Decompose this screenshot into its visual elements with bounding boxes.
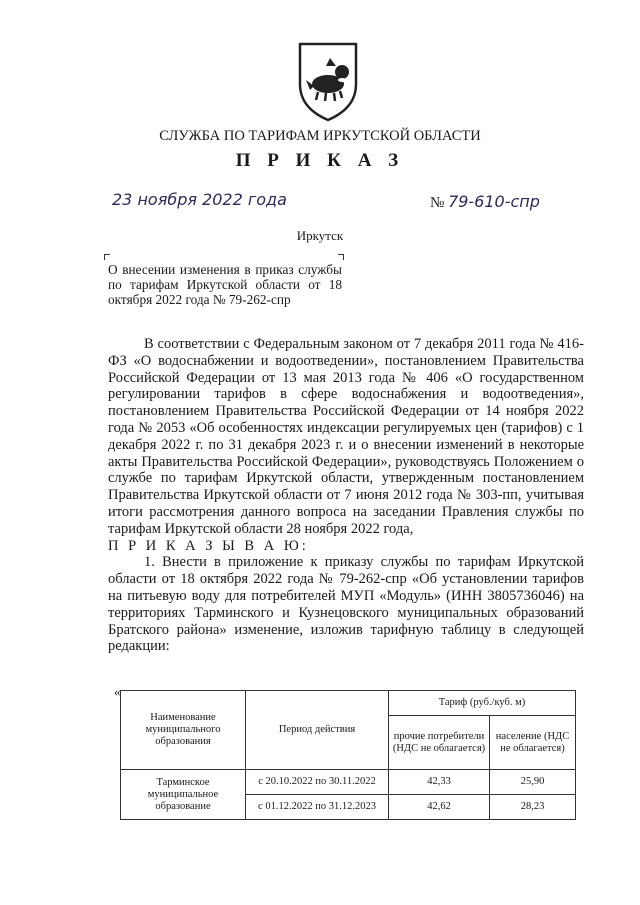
document-type-title: П Р И К А З: [235, 150, 405, 171]
city-name: Иркутск: [296, 228, 344, 243]
header-other-consumers: прочие потребители (НДС не облагается): [389, 716, 490, 770]
issuing-authority: СЛУЖБА ПО ТАРИФАМ ИРКУТСКОЙ ОБЛАСТИ: [159, 128, 481, 144]
order-heading: П Р И К А З Ы В А Ю:: [108, 537, 309, 554]
header-municipality: Наименование муниципального образования: [121, 691, 246, 770]
coat-of-arms-emblem: [296, 40, 360, 122]
cell-period: с 01.12.2022 по 31.12.2023: [246, 795, 389, 820]
tariff-table: [120, 690, 576, 820]
document-subject: О внесении изменения в приказ службы по тарифам Иркутской области от 18 октября 2022 года № 79-262-спр: [108, 262, 342, 307]
cell-other-tariff: 42,33: [389, 770, 490, 795]
header-population: население (НДС не облагается): [490, 716, 576, 770]
header-tariff-group: Тариф (руб./куб. м): [389, 691, 576, 716]
cell-population-tariff: 28,23: [490, 795, 576, 820]
cell-population-tariff: 25,90: [490, 770, 576, 795]
handwritten-number: 79-610-спр: [448, 192, 540, 211]
table-row: [121, 770, 576, 795]
cell-period: с 20.10.2022 по 30.11.2022: [246, 770, 389, 795]
document-number: [430, 192, 540, 212]
handwritten-date: 23 ноября 2022 года: [112, 190, 287, 209]
document-body: [108, 336, 584, 655]
header-period: Период действия: [246, 691, 389, 770]
cell-municipality: Тарминское муниципальное образование: [121, 770, 246, 820]
order-item-1: 1. Внести в приложение к приказу службы по тарифам Иркутской области от 18 октября 2022 года № 79-262-спр «Об установлении тарифов на питьевую воду для потребителей МУП «Модуль» (ИНН 3805736046) на территориях Тарминского и Кузнецовского муниципальных образований Братского района» изменение, изложив тарифную таблицу в следующей редакции:: [108, 554, 584, 655]
number-sign: №: [430, 195, 445, 211]
cell-other-tariff: 42,62: [389, 795, 490, 820]
table-open-quote: «: [114, 684, 121, 699]
subject-corner-mark-right: [338, 254, 344, 260]
subject-corner-mark-left: [104, 254, 110, 260]
preamble-paragraph: В соответствии с Федеральным законом от 7 декабря 2011 года № 416-ФЗ «О водоснабжении и водоотведении», постановлением Правительства Российской Федерации от 13 мая 2013 года № 406 «О государственном регулировании тарифов в сфере водоснабжения и водоотведения», постановлением Правительства Российской Федерации от 14 ноября 2022 года № 2053 «Об особенностях индексации регулируемых цен (тарифов) с 1 декабря 2022 г. по 31 декабря 2023 г. и о внесении изменений в некоторые акты Правительства Российской Федерации», руководствуясь Положением о службе по тарифам Иркутской области, утвержденным постановлением Правительства Иркутской области от 7 июня 2012 года № 303-пп, учитывая итоги рассмотрения данного вопроса на заседании Правления службы по тарифам Иркутской области 28 ноября 2022 года,: [108, 336, 584, 537]
